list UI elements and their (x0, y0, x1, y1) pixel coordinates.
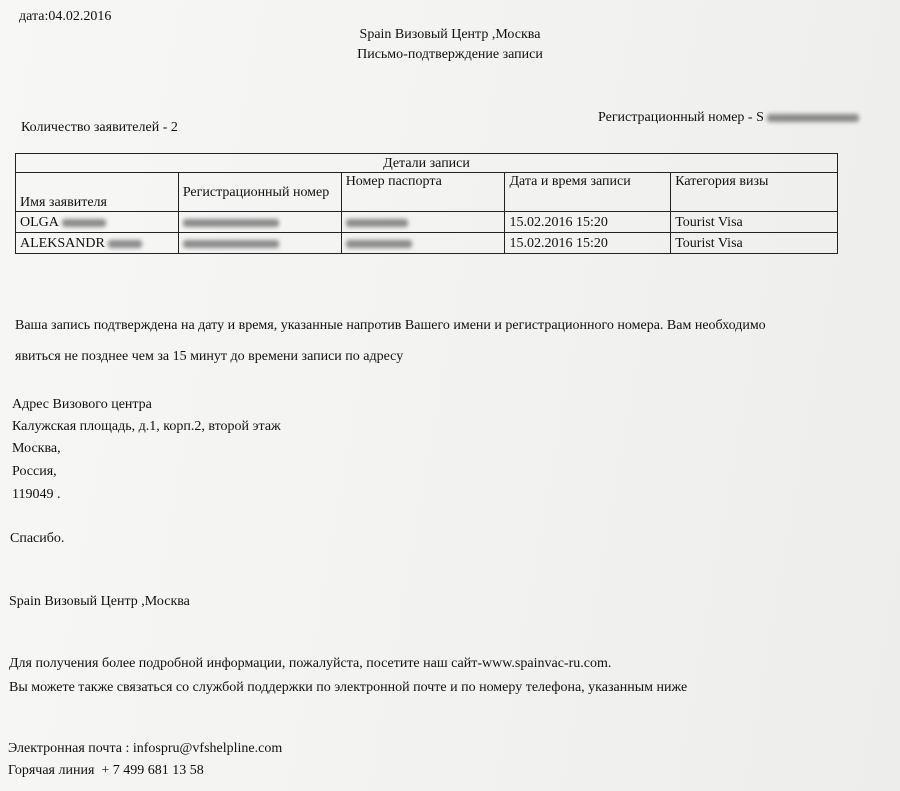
col-header-name: Имя заявителя (16, 173, 179, 212)
redacted-passport (346, 240, 412, 248)
passport-cell (341, 233, 505, 254)
table-row (16, 233, 838, 254)
redacted-registration (183, 240, 279, 248)
col-header-registration: Регистрационный номер (178, 173, 341, 212)
info-text-line1: Для получения более подробной информации, пожалуйста, посетите наш сайт-www.spainvac-ru.com. (9, 656, 612, 671)
registration-cell (178, 233, 341, 254)
visa-category-cell: Tourist Visa (671, 233, 838, 254)
contact-email: Электронная почта : infospru@vfshelpline.com (8, 741, 283, 756)
signature-text: Spain Визовый Центр ,Москва (9, 594, 190, 609)
col-header-passport: Номер паспорта (341, 173, 505, 212)
thanks-text: Спасибо. (10, 531, 65, 546)
registration-number (598, 110, 859, 126)
datetime-cell: 15.02.2016 15:20 (505, 233, 671, 254)
appointment-details-table (15, 153, 838, 254)
table-caption: Детали записи (16, 154, 838, 173)
address-country: Россия, (12, 464, 57, 479)
contact-hotline: Горячая линия + 7 499 681 13 58 (8, 763, 204, 778)
col-header-datetime: Дата и время записи (505, 173, 671, 212)
table-header-row (16, 173, 838, 212)
visa-category-cell: Tourist Visa (671, 212, 838, 233)
redacted-surname (108, 240, 142, 248)
info-text-line2: Вы можете также связаться со службой поддержки по электронной почте и по номеру телефона, указанным ниже (9, 680, 688, 695)
registration-number-label: Регистрационный номер - S (598, 110, 764, 125)
confirmation-text-line2: явиться не позднее чем за 15 минут до времени записи по адресу (15, 349, 404, 364)
redacted-registration (183, 219, 279, 227)
address-street: Калужская площадь, д.1, корп.2, второй этаж (12, 419, 281, 434)
registration-cell (178, 212, 341, 233)
table-row (16, 212, 838, 233)
redacted-passport (346, 219, 408, 227)
redacted-registration-number (767, 114, 859, 122)
redacted-surname (62, 219, 106, 227)
passport-cell (341, 212, 505, 233)
letter-date: дата:04.02.2016 (19, 9, 112, 24)
datetime-cell: 15.02.2016 15:20 (505, 212, 671, 233)
visa-center-name: Spain Визовый Центр ,Москва (359, 27, 541, 42)
applicants-count: Количество заявителей - 2 (21, 120, 178, 135)
applicant-name-cell (16, 212, 179, 233)
address-heading: Адрес Визового центра (12, 397, 152, 412)
address-city: Москва, (12, 441, 61, 456)
applicant-name: OLGA (20, 215, 59, 230)
applicant-name-cell (16, 233, 179, 254)
address-postcode: 119049 . (12, 487, 61, 502)
letter-title: Письмо-подтверждение записи (357, 47, 543, 62)
col-header-category: Категория визы (671, 173, 838, 212)
applicant-name: ALEKSANDR (20, 236, 105, 251)
confirmation-text-line1: Ваша запись подтверждена на дату и время, указанные напротив Вашего имени и регистрационного номера. Вам необходимо (15, 318, 766, 333)
